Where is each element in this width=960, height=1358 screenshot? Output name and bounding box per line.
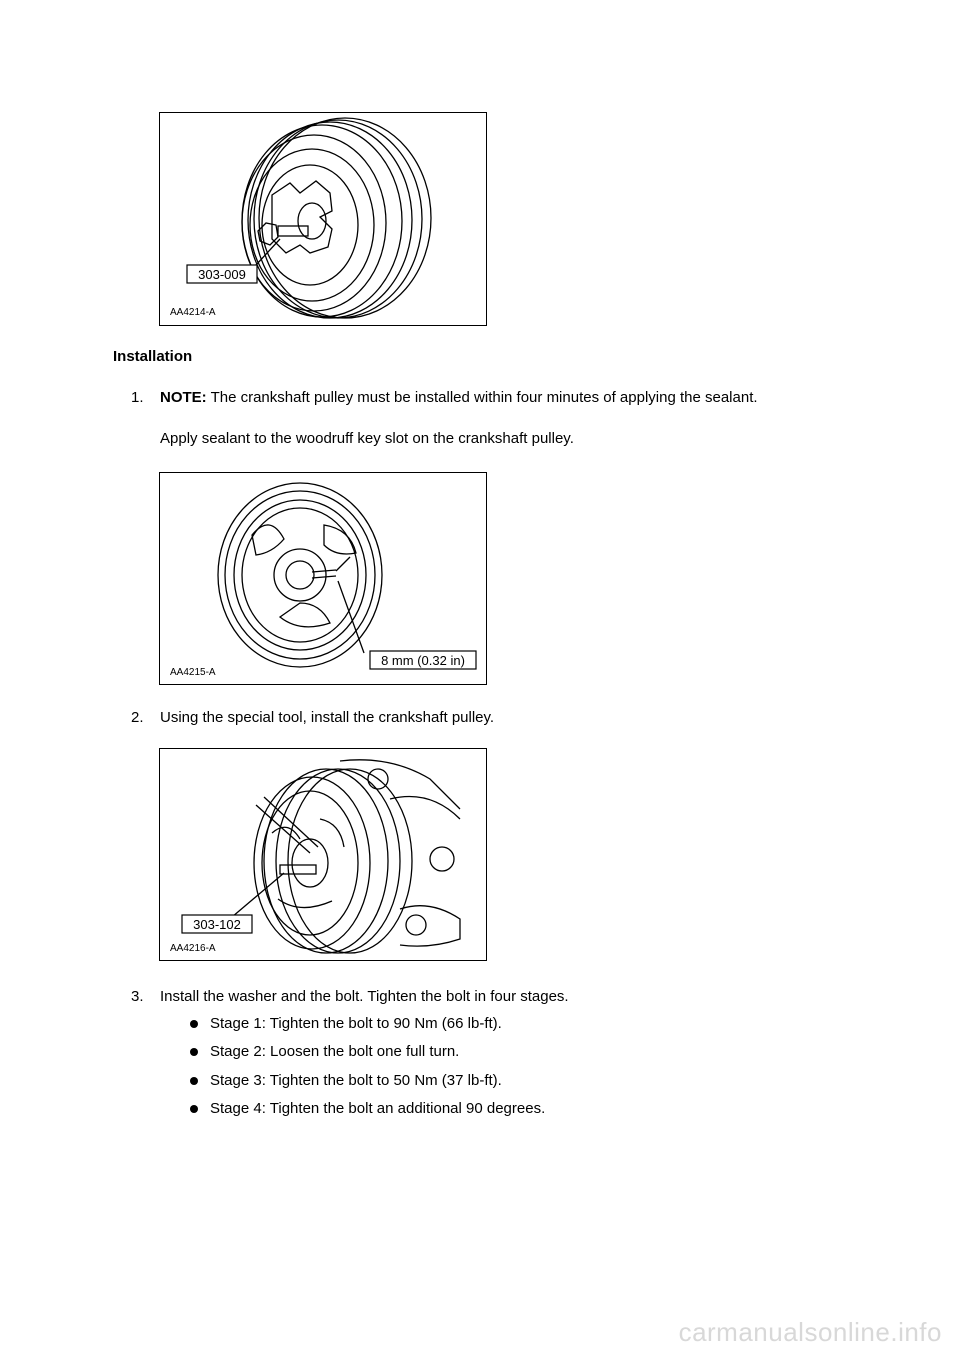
step-1-text: Apply sealant to the woodruff key slot on the crankshaft pulley. xyxy=(160,430,574,447)
step-1-number: 1. xyxy=(131,389,144,406)
note-text: The crankshaft pulley must be installed within four minutes of applying the sealant. xyxy=(206,389,758,406)
watermark: carmanualsonline.info xyxy=(678,1317,942,1347)
figure-code: AA4216-A xyxy=(170,943,216,954)
pulley-removal-illustration xyxy=(160,113,486,325)
step-3-text: Install the washer and the bolt. Tighten the bolt in four stages. xyxy=(160,988,569,1005)
woodruff-slot-illustration xyxy=(160,473,486,684)
step-2-number: 2. xyxy=(131,709,144,726)
stage-list-item: Stage 4: Tighten the bolt an additional 90 degrees. xyxy=(190,1100,545,1117)
pulley-install-illustration xyxy=(160,749,486,960)
tool-callout-303-009: 303-009 xyxy=(198,267,246,282)
stage-list-item: Stage 1: Tighten the bolt to 90 Nm (66 lb-ft). xyxy=(190,1015,502,1032)
stage-list-item: Stage 3: Tighten the bolt to 50 Nm (37 lb-ft). xyxy=(190,1072,502,1089)
section-heading-installation: Installation xyxy=(113,348,193,365)
figure-pulley-installation xyxy=(159,748,487,961)
figure-crankshaft-pulley-removal xyxy=(159,112,487,326)
figure-code: AA4214-A xyxy=(170,307,216,318)
stage-list-item: Stage 2: Loosen the bolt one full turn. xyxy=(190,1043,459,1060)
figure-woodruff-key-slot xyxy=(159,472,487,685)
step-1-note xyxy=(160,389,758,406)
step-2-text: Using the special tool, install the crankshaft pulley. xyxy=(160,709,495,726)
step-3-number: 3. xyxy=(131,988,144,1005)
figure-code: AA4215-A xyxy=(170,667,216,678)
note-label: NOTE: xyxy=(160,389,207,406)
dimension-callout: 8 mm (0.32 in) xyxy=(381,653,465,668)
tool-callout-303-102: 303-102 xyxy=(193,917,241,932)
